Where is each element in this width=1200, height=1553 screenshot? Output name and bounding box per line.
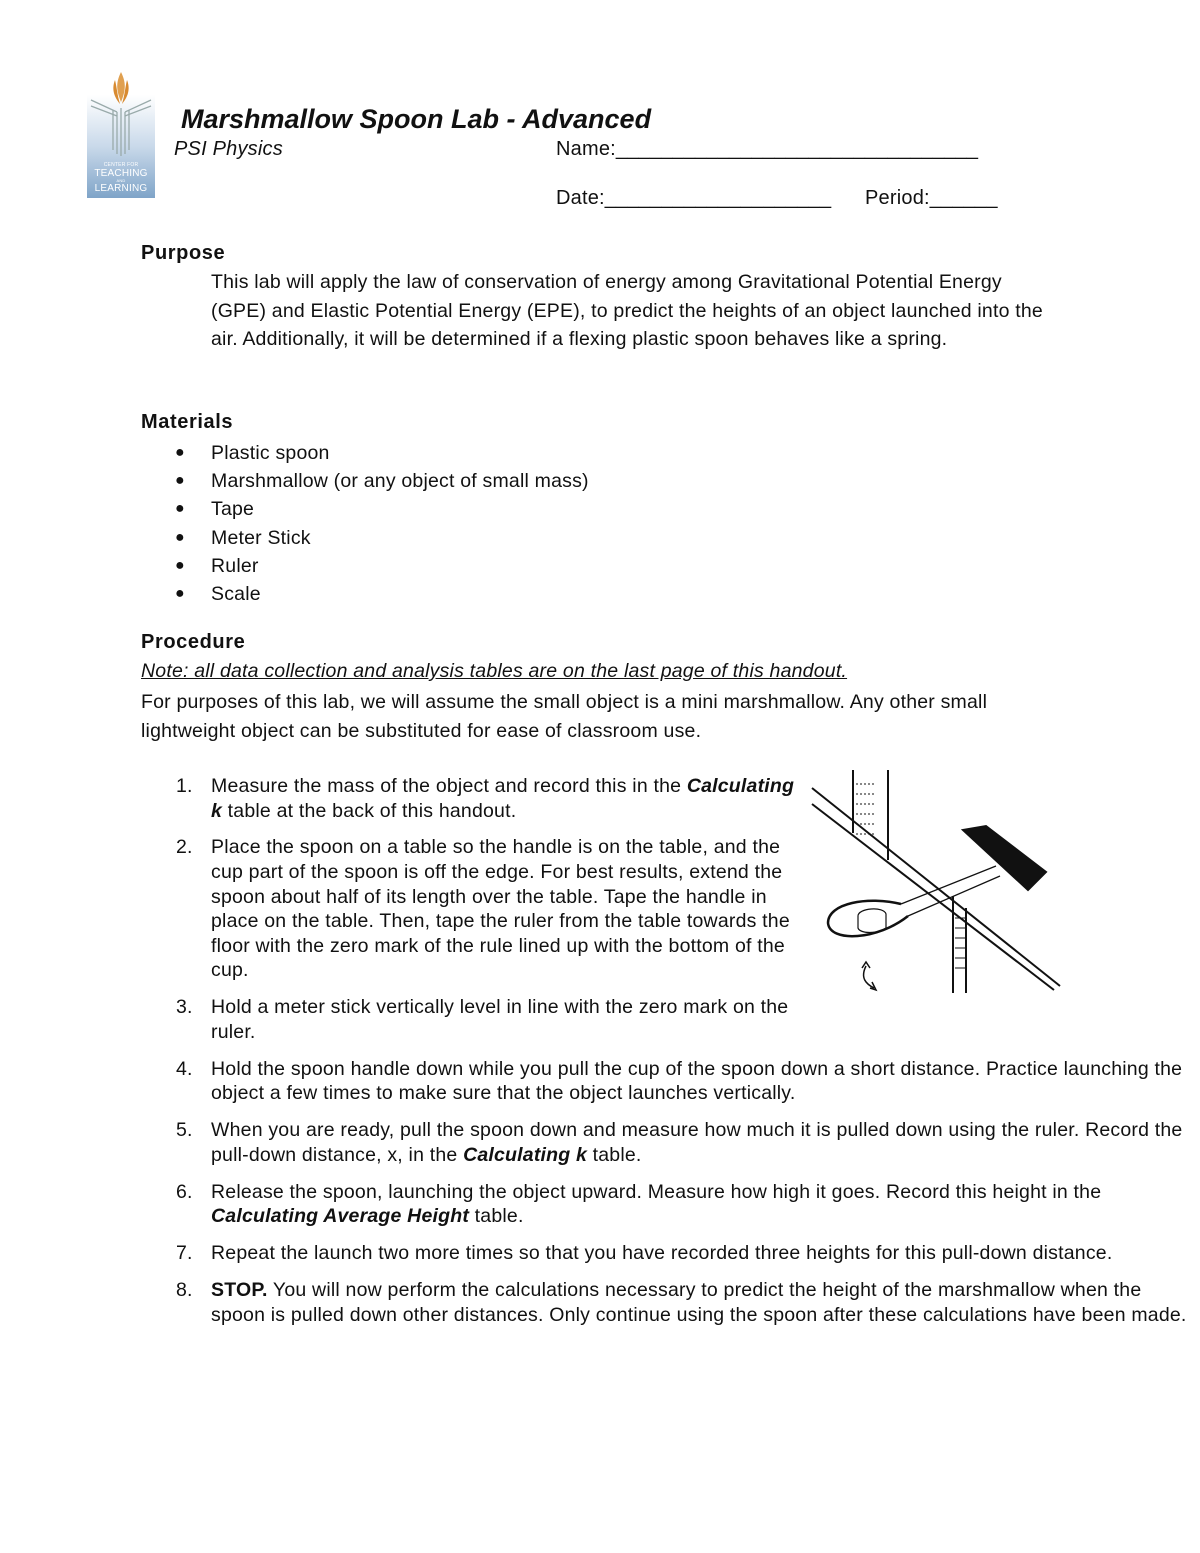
step-number: 8. <box>176 1279 193 1302</box>
page-title: Marshmallow Spoon Lab - Advanced <box>181 104 652 134</box>
list-item: ● Marshmallow (or any object of small mass) <box>175 470 589 493</box>
step-item <box>141 995 796 1044</box>
period-field[interactable]: Period:______ <box>865 187 998 209</box>
step-number: 5. <box>176 1119 193 1142</box>
step-item <box>141 1180 1200 1229</box>
materials-heading: Materials <box>141 411 234 433</box>
step-item <box>141 1278 1200 1327</box>
step-number: 4. <box>176 1057 193 1080</box>
step-text: table. <box>587 1143 642 1166</box>
svg-text:AND: AND <box>116 178 126 183</box>
step-item <box>141 1057 1200 1106</box>
step-item <box>141 1118 1200 1167</box>
step-text: table at the back of this handout. <box>222 799 517 822</box>
step-text: Place the spoon on a table so the handle is on the table, and the cup part of the spoon is off the edge. For best results, extend the spoon about half of its length over the table. Tape the handle in place on the table. Then, tape the ruler from the table towards the floor with the zero mark of the rule lined up with the bottom of the cup. <box>211 836 790 982</box>
step-text: You will now perform the calculations necessary to predict the height of the marshmallow when the spoon is pulled down other distances. Only continue using the spoon after these calculations have been made. <box>211 1279 1187 1326</box>
material-label: Meter Stick <box>211 526 311 549</box>
materials-list <box>141 439 589 608</box>
step-item <box>141 1241 1200 1266</box>
purpose-text: This lab will apply the law of conservation of energy among Gravitational Potential Energy (GPE) and Elastic Potential Energy (EPE), to predict the heights of an object launched into the air. Additionally, it will be determined if a flexing plastic spoon behaves like a spring. <box>211 271 1043 350</box>
step-number: 1. <box>176 775 193 797</box>
step-text: When you are ready, pull the spoon down and measure how much it is pulled down using the ruler. Record the pull-down distance, x, in the <box>211 1119 1183 1166</box>
procedure-note: Note: all data collection and analysis tables are on the last page of this handout. <box>141 660 848 682</box>
step-number: 7. <box>176 1242 193 1265</box>
course-name: PSI Physics <box>174 138 283 160</box>
step-text: Hold the spoon handle down while you pull the cup of the spoon down a short distance. Practice launching the object a few times to make sure that the object launches vertically. <box>211 1057 1183 1105</box>
material-label: Marshmallow (or any object of small mass) <box>211 470 589 493</box>
step-text: Release the spoon, launching the object upward. Measure how high it goes. Record this height in the <box>211 1180 1102 1203</box>
step-item <box>141 835 796 983</box>
list-item: ● Tape <box>175 498 255 521</box>
step-text: Hold a meter stick vertically level in line with the zero mark on the ruler. <box>211 996 789 1043</box>
material-label: Tape <box>211 498 255 521</box>
table-name: Calculating Average Height <box>211 1205 470 1228</box>
step-text: Repeat the launch two more times so that you have recorded three heights for this pull-down distance. <box>211 1242 1113 1265</box>
name-field[interactable]: Name:________________________________ <box>556 138 979 160</box>
table-name: Calculating k <box>211 775 795 822</box>
table-name: Calculating k <box>463 1143 588 1166</box>
step-text: table. <box>469 1205 524 1228</box>
material-label: Scale <box>211 582 261 605</box>
list-item: ● Plastic spoon <box>175 442 330 464</box>
step-number: 2. <box>176 836 193 859</box>
purpose-heading: Purpose <box>141 242 226 264</box>
svg-text:TEACHING: TEACHING <box>94 168 148 179</box>
procedure-heading: Procedure <box>141 631 246 653</box>
svg-text:LEARNING: LEARNING <box>94 183 148 194</box>
svg-text:CENTER FOR: CENTER FOR <box>103 162 139 168</box>
procedure-intro: For purposes of this lab, we will assume the small object is a mini marshmallow. Any other small lightweight object can be substituted for ease of classroom use. <box>141 691 988 742</box>
material-label: Ruler <box>211 554 259 577</box>
list-item: ● Ruler <box>175 554 259 577</box>
step-text: Measure the mass of the object and record this in the <box>211 775 687 797</box>
list-item: ● Meter Stick <box>175 526 311 549</box>
date-field[interactable]: Date:____________________ <box>556 187 832 209</box>
step-number: 6. <box>176 1180 193 1203</box>
material-label: Plastic spoon <box>211 442 330 464</box>
step-item <box>141 774 796 823</box>
spoon-setup-illustration <box>808 768 1064 998</box>
list-item: ● Scale <box>175 582 261 605</box>
step-number: 3. <box>176 996 193 1019</box>
center-for-teaching-learning-logo <box>87 70 155 198</box>
stop-label: STOP. <box>211 1279 268 1302</box>
